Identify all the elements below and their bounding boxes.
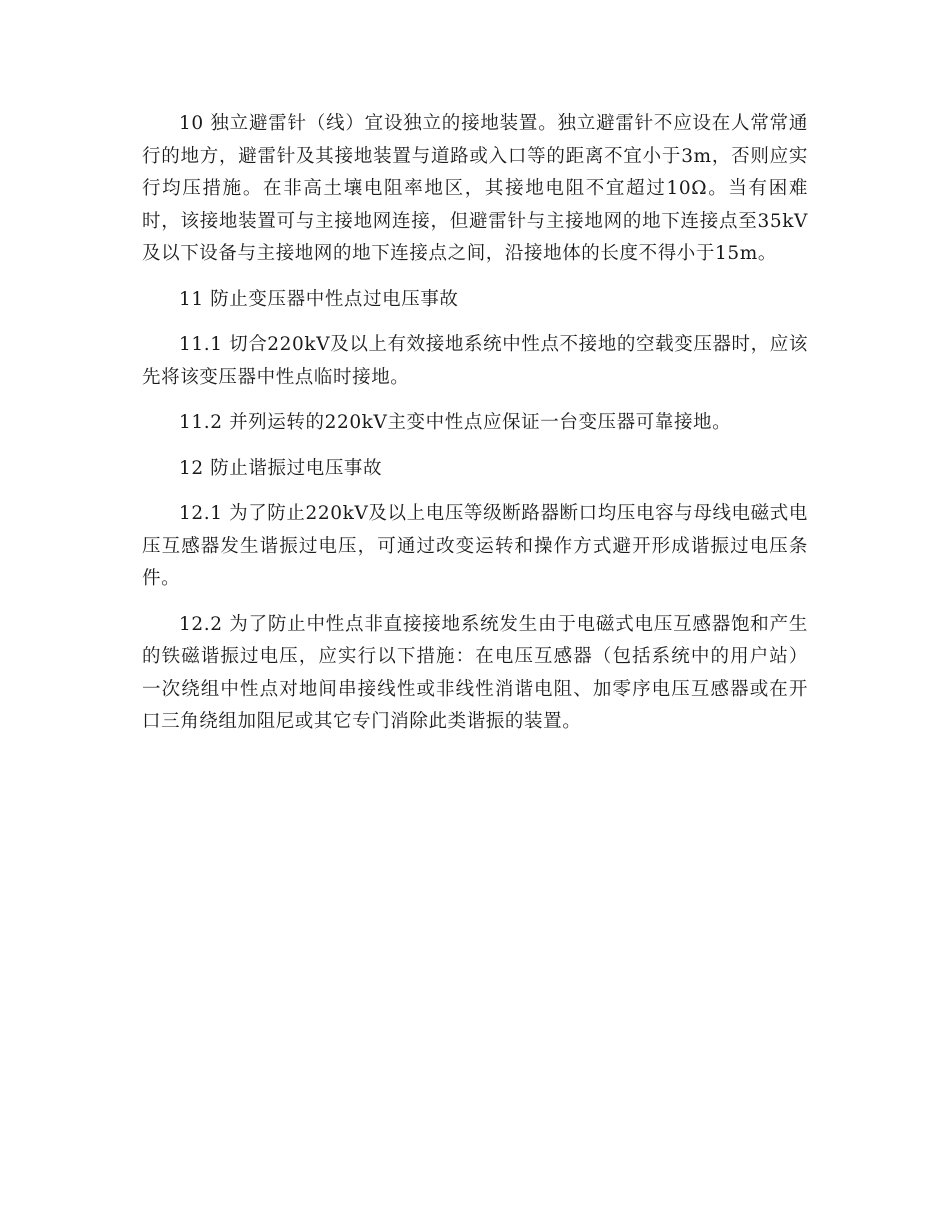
section-heading-12: 12 防止谐振过电压事故	[179, 457, 383, 479]
paragraph-12-2: 12.2 为了防止中性点非直接接地系统发生由于电磁式电压互感器饱和产生的铁磁谐振过电压，应实行以下措施：在电压互感器（包括系统中的用户站）一次绕组中性点对地间串接线性或非线性消谐电阻、加零序电压互感器或在开口三角绕组加阻尼或其它专门消除此类谐振的装置。	[142, 613, 808, 732]
section-heading-11: 11 防止变压器中性点过电压事故	[179, 288, 459, 310]
paragraph-12-1: 12.1 为了防止220kV及以上电压等级断路器断口均压电容与母线电磁式电压互感器发生谐振过电压，可通过改变运转和操作方式避开形成谐振过电压条件。	[142, 503, 808, 589]
paragraph-10-lightning-rod-grounding: 10 独立避雷针（线）宜设独立的接地装置。独立避雷针不应设在人常常通行的地方，避雷针及其接地装置与道路或入口等的距离不宜小于3m，否则应实行均压措施。在非高土壤电阻率地区，其接地电阻不宜超过10Ω。当有困难时，该接地装置可与主接地网连接，但避雷针与主接地网的地下连接点至35kV及以下设备与主接地网的地下连接点之间，沿接地体的长度不得小于15m。	[142, 113, 808, 264]
paragraph-11-1: 11.1 切合220kV及以上有效接地系统中性点不接地的空载变压器时，应该先将该变压器中性点临时接地。	[142, 334, 808, 388]
document-body	[142, 108, 808, 752]
paragraph-11-2: 11.2 并列运转的220kV主变中性点应保证一台变压器可靠接地。	[179, 412, 732, 433]
